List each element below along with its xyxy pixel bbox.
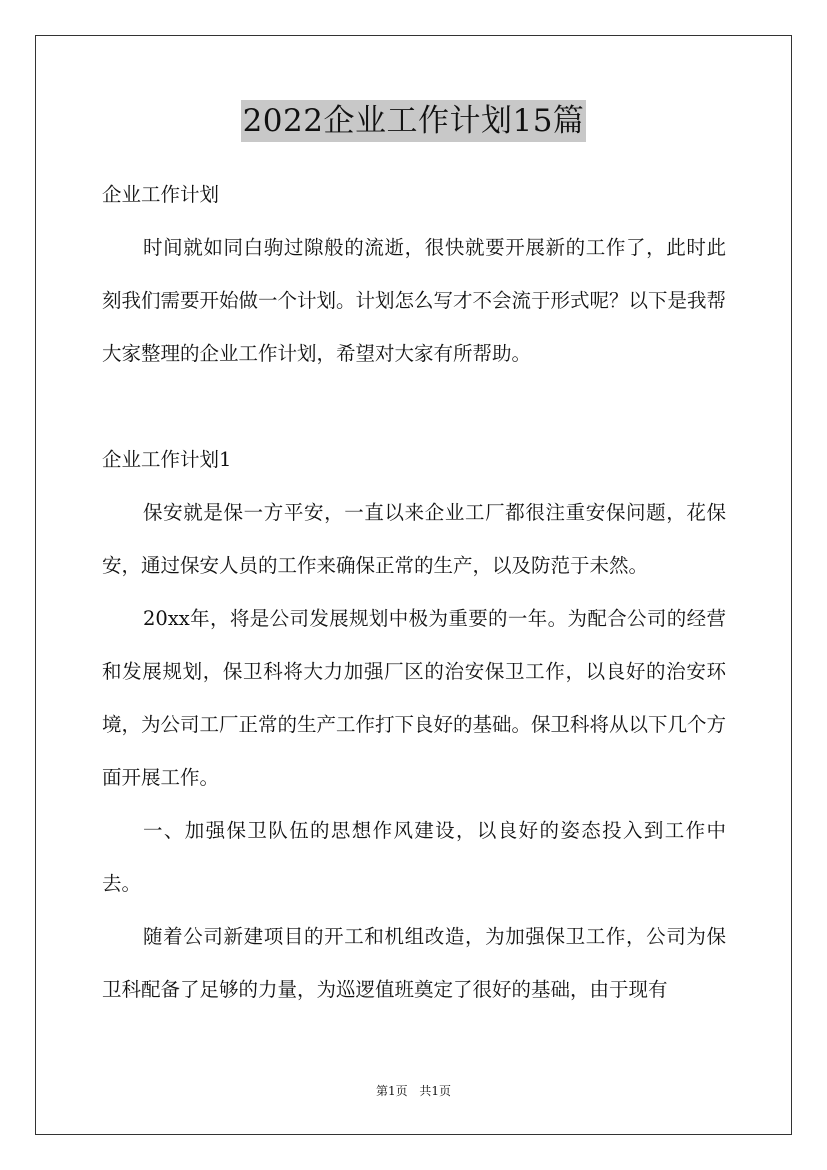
document-title: 2022企业工作计划15篇 bbox=[241, 100, 587, 142]
section-heading: 企业工作计划1 bbox=[102, 448, 232, 471]
page-footer bbox=[0, 1083, 827, 1099]
body-paragraph-2: 20xx年，将是公司发展规划中极为重要的一年。为配合公司的经营和发展规划，保卫科将大力加强厂区的治安保卫工作，以良好的治安环境，为公司工厂正常的生产工作打下良好的基础。保卫科将从以下几个方面开展工作。 bbox=[102, 607, 727, 789]
title-container bbox=[0, 100, 827, 142]
body-paragraph-3: 一、加强保卫队伍的思想作风建设，以良好的姿态投入到工作中去。 bbox=[102, 819, 726, 895]
document-body bbox=[102, 168, 726, 1016]
page-number: 第1页 bbox=[375, 1084, 408, 1098]
body-paragraph-4: 随着公司新建项目的开工和机组改造，为加强保卫工作，公司为保卫科配备了足够的力量，为巡逻值班奠定了很好的基础，由于现有 bbox=[102, 925, 726, 1001]
body-paragraph-1: 保安就是保一方平安，一直以来企业工厂都很注重安保问题，花保安，通过保安人员的工作来确保正常的生产，以及防范于未然。 bbox=[102, 501, 726, 577]
intro-paragraph: 时间就如同白驹过隙般的流逝，很快就要开展新的工作了，此时此刻我们需要开始做一个计划。计划怎么写才不会流于形式呢？以下是我帮大家整理的企业工作计划，希望对大家有所帮助。 bbox=[102, 236, 727, 365]
intro-heading: 企业工作计划 bbox=[102, 183, 220, 206]
total-pages: 共1页 bbox=[419, 1084, 452, 1098]
